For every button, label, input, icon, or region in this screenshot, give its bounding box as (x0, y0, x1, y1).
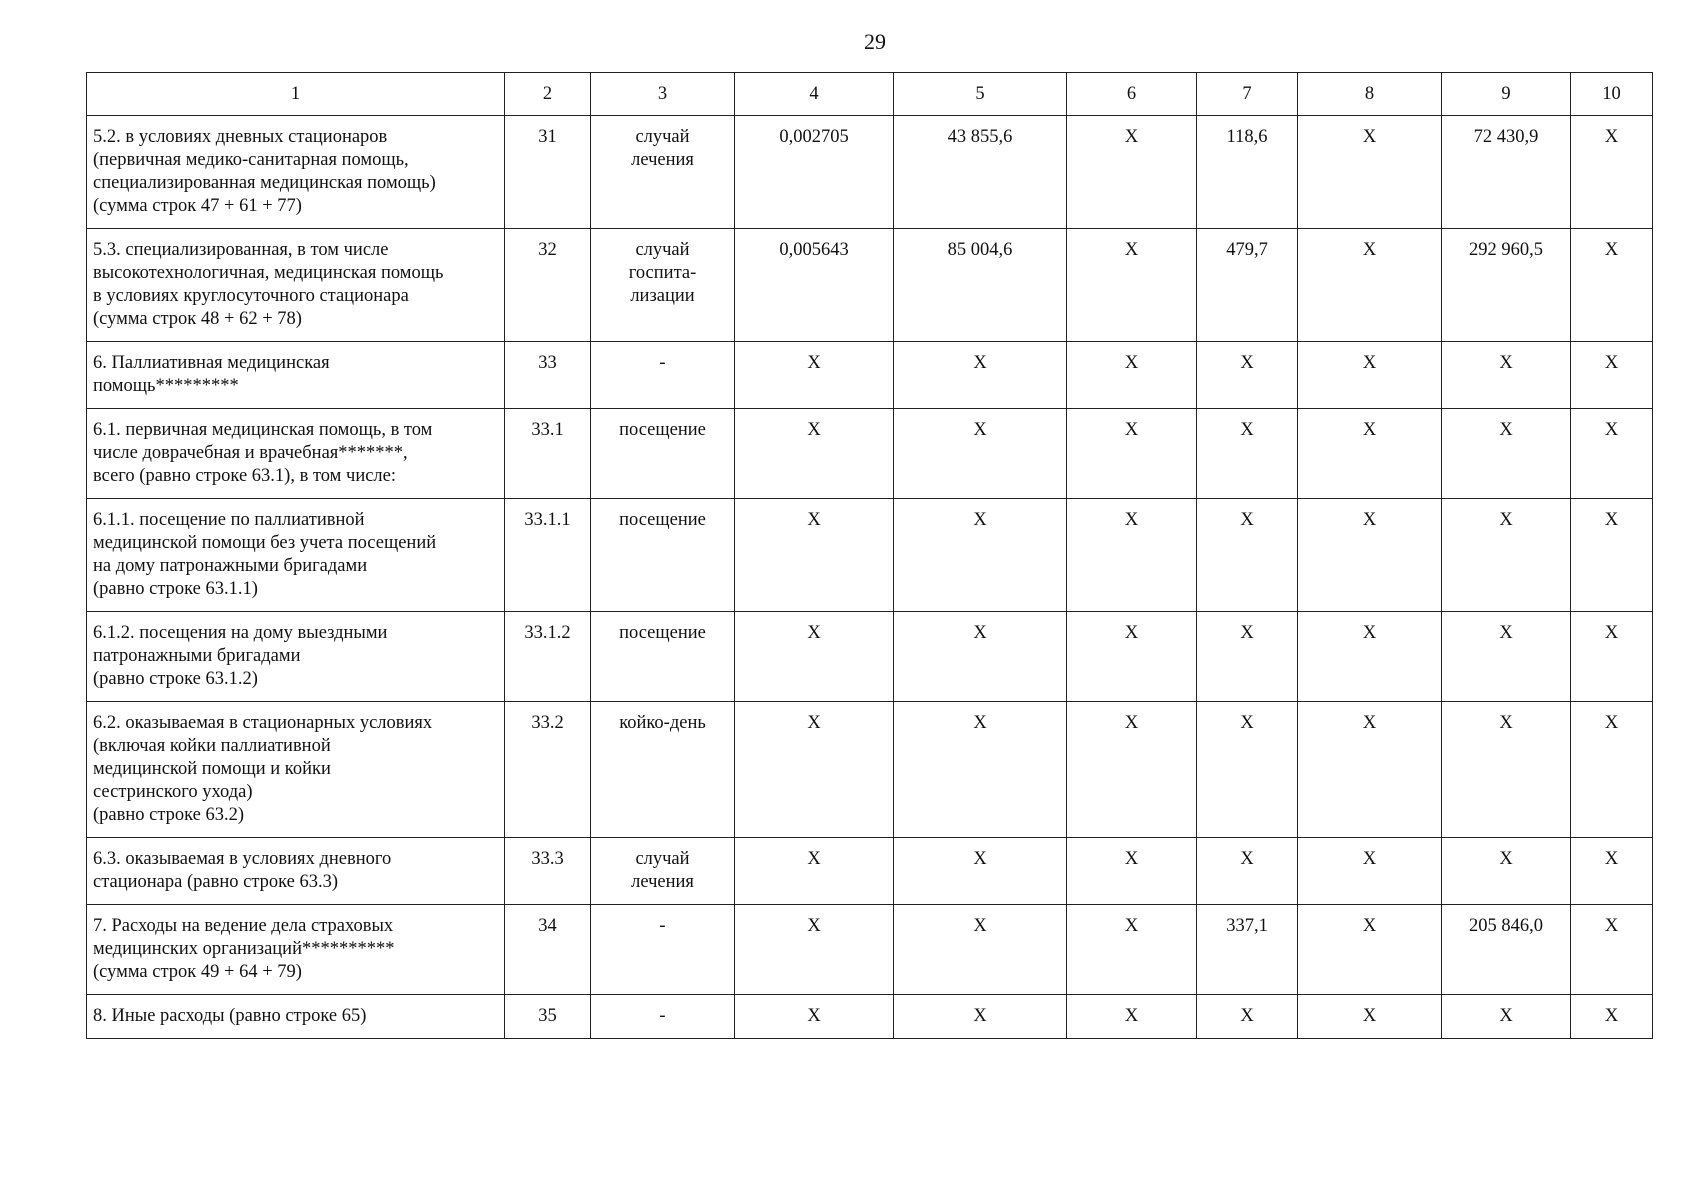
col-5-cell: X (894, 995, 1067, 1039)
header-cell: 1 (87, 73, 505, 116)
col-6-cell: X (1067, 612, 1197, 702)
col-5-cell: X (894, 499, 1067, 612)
col-7-cell: X (1197, 499, 1298, 612)
col-5-cell: X (894, 342, 1067, 409)
table-body (87, 73, 1653, 1039)
col-4-cell: X (735, 838, 894, 905)
col-10-cell: X (1571, 409, 1653, 499)
table-row (87, 838, 1653, 905)
header-cell: 8 (1298, 73, 1442, 116)
col-8-cell: X (1298, 116, 1442, 229)
col-4-cell: X (735, 342, 894, 409)
col-6-cell: X (1067, 116, 1197, 229)
col-9-cell: 72 430,9 (1442, 116, 1571, 229)
col-10-cell: X (1571, 905, 1653, 995)
col-7-cell: X (1197, 409, 1298, 499)
line-number-cell: 33 (505, 342, 591, 409)
row-name-cell: 6.1.1. посещение по паллиативной медицинской помощи без учета посещений на дому патронажными бригадами (равно строке 63.1.1) (87, 499, 505, 612)
table-row (87, 342, 1653, 409)
col-9-cell: X (1442, 499, 1571, 612)
col-5-cell: X (894, 905, 1067, 995)
row-name-cell: 6.2. оказываемая в стационарных условиях (включая койки паллиативной медицинской помощи и койки сестринского ухода) (равно строке 63.2) (87, 702, 505, 838)
col-9-cell: X (1442, 702, 1571, 838)
line-number-cell: 32 (505, 229, 591, 342)
table-row (87, 702, 1653, 838)
col-4-cell: X (735, 702, 894, 838)
line-number-cell: 31 (505, 116, 591, 229)
line-number-cell: 34 (505, 905, 591, 995)
col-9-cell: X (1442, 612, 1571, 702)
col-10-cell: X (1571, 229, 1653, 342)
col-9-cell: X (1442, 409, 1571, 499)
col-8-cell: X (1298, 409, 1442, 499)
unit-cell: - (591, 995, 735, 1039)
col-8-cell: X (1298, 702, 1442, 838)
table-row (87, 229, 1653, 342)
col-4-cell: 0,002705 (735, 116, 894, 229)
header-cell: 4 (735, 73, 894, 116)
col-5-cell: X (894, 409, 1067, 499)
col-4-cell: 0,005643 (735, 229, 894, 342)
line-number-cell: 33.1.1 (505, 499, 591, 612)
col-10-cell: X (1571, 838, 1653, 905)
col-8-cell: X (1298, 342, 1442, 409)
table-row (87, 499, 1653, 612)
col-4-cell: X (735, 499, 894, 612)
col-4-cell: X (735, 409, 894, 499)
col-8-cell: X (1298, 838, 1442, 905)
col-8-cell: X (1298, 229, 1442, 342)
line-number-cell: 35 (505, 995, 591, 1039)
row-name-cell: 5.2. в условиях дневных стационаров (первичная медико-санитарная помощь, специализированная медицинская помощь) (сумма строк 47 + 61 + 77) (87, 116, 505, 229)
table-row (87, 905, 1653, 995)
col-8-cell: X (1298, 612, 1442, 702)
col-7-cell: X (1197, 342, 1298, 409)
unit-cell: посещение (591, 499, 735, 612)
row-name-cell: 6.1. первичная медицинская помощь, в том числе доврачебная и врачебная*******, всего (равно строке 63.1), в том числе: (87, 409, 505, 499)
col-9-cell: 205 846,0 (1442, 905, 1571, 995)
line-number-cell: 33.1.2 (505, 612, 591, 702)
unit-cell: - (591, 342, 735, 409)
page-number: 29 (864, 29, 886, 54)
col-8-cell: X (1298, 905, 1442, 995)
row-name-cell: 6.1.2. посещения на дому выездными патронажными бригадами (равно строке 63.1.2) (87, 612, 505, 702)
col-10-cell: X (1571, 612, 1653, 702)
row-name-cell: 8. Иные расходы (равно строке 65) (87, 995, 505, 1039)
header-cell: 7 (1197, 73, 1298, 116)
table-row (87, 995, 1653, 1039)
col-10-cell: X (1571, 342, 1653, 409)
col-6-cell: X (1067, 905, 1197, 995)
col-5-cell: 85 004,6 (894, 229, 1067, 342)
line-number-cell: 33.1 (505, 409, 591, 499)
row-name-cell: 5.3. специализированная, в том числе высокотехнологичная, медицинская помощь в условиях круглосуточного стационара (сумма строк 48 + 62 + 78) (87, 229, 505, 342)
col-6-cell: X (1067, 409, 1197, 499)
col-5-cell: 43 855,6 (894, 116, 1067, 229)
table-row (87, 116, 1653, 229)
col-4-cell: X (735, 905, 894, 995)
col-10-cell: X (1571, 995, 1653, 1039)
header-cell: 6 (1067, 73, 1197, 116)
col-7-cell: 479,7 (1197, 229, 1298, 342)
col-4-cell: X (735, 612, 894, 702)
col-9-cell: X (1442, 838, 1571, 905)
col-7-cell: 118,6 (1197, 116, 1298, 229)
col-8-cell: X (1298, 995, 1442, 1039)
col-9-cell: X (1442, 995, 1571, 1039)
unit-cell: посещение (591, 612, 735, 702)
line-number-cell: 33.2 (505, 702, 591, 838)
unit-cell: койко-день (591, 702, 735, 838)
col-6-cell: X (1067, 229, 1197, 342)
col-9-cell: 292 960,5 (1442, 229, 1571, 342)
header-cell: 9 (1442, 73, 1571, 116)
row-name-cell: 6.3. оказываемая в условиях дневного стационара (равно строке 63.3) (87, 838, 505, 905)
col-8-cell: X (1298, 499, 1442, 612)
unit-cell: случай лечения (591, 838, 735, 905)
col-4-cell: X (735, 995, 894, 1039)
header-cell: 3 (591, 73, 735, 116)
col-7-cell: X (1197, 612, 1298, 702)
data-table (86, 72, 1653, 1039)
col-10-cell: X (1571, 702, 1653, 838)
col-5-cell: X (894, 702, 1067, 838)
col-10-cell: X (1571, 116, 1653, 229)
col-6-cell: X (1067, 499, 1197, 612)
row-name-cell: 6. Паллиативная медицинская помощь********* (87, 342, 505, 409)
col-9-cell: X (1442, 342, 1571, 409)
col-5-cell: X (894, 612, 1067, 702)
table-row (87, 409, 1653, 499)
header-cell: 10 (1571, 73, 1653, 116)
table-row (87, 612, 1653, 702)
col-5-cell: X (894, 838, 1067, 905)
col-7-cell: X (1197, 702, 1298, 838)
header-cell: 2 (505, 73, 591, 116)
col-7-cell: 337,1 (1197, 905, 1298, 995)
unit-cell: случай госпита- лизации (591, 229, 735, 342)
col-7-cell: X (1197, 995, 1298, 1039)
row-name-cell: 7. Расходы на ведение дела страховых медицинских организаций********** (сумма строк 49 + 64 + 79) (87, 905, 505, 995)
col-6-cell: X (1067, 342, 1197, 409)
header-cell: 5 (894, 73, 1067, 116)
line-number-cell: 33.3 (505, 838, 591, 905)
table-header-row (87, 73, 1653, 116)
col-10-cell: X (1571, 499, 1653, 612)
col-6-cell: X (1067, 702, 1197, 838)
col-7-cell: X (1197, 838, 1298, 905)
col-6-cell: X (1067, 838, 1197, 905)
unit-cell: - (591, 905, 735, 995)
unit-cell: случай лечения (591, 116, 735, 229)
unit-cell: посещение (591, 409, 735, 499)
col-6-cell: X (1067, 995, 1197, 1039)
